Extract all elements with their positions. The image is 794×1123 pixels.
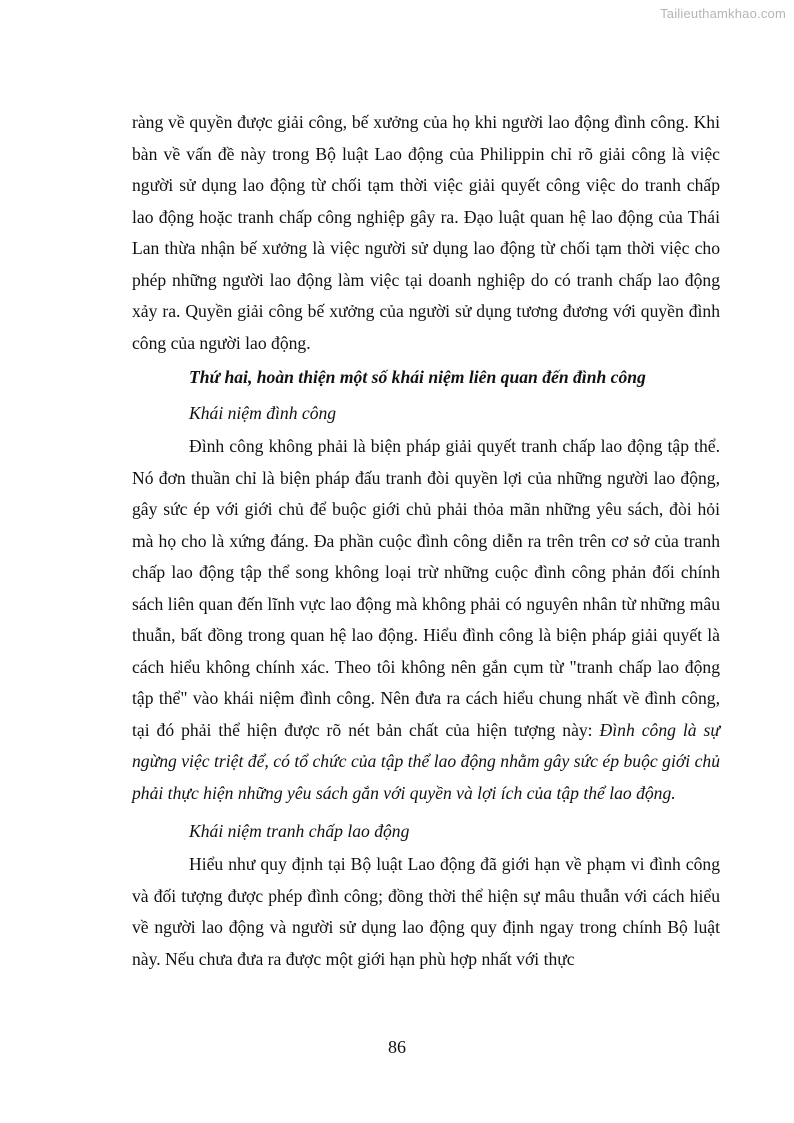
strike-definition-italic: Đình công là sự ngừng việc triệt để, có tổ chức của tập thể lao động nhằm gây sức ép buộc giới chủ phải thực hiện những yêu sách gắn với quyền và lợi ích của tập thể lao động. — [132, 719, 720, 803]
paragraph-labor-dispute: Hiểu như quy định tại Bộ luật Lao động đã giới hạn về phạm vi đình công và đối tượng được phép đình công; đồng thời thể hiện sự mâu thuẫn với cách hiểu về người lao động và người sử dụng lao động quy định ngay trong chính Bộ luật này. Nếu chưa đưa ra được một giới hạn phù hợp nhất với thực — [132, 854, 720, 969]
subheading-labor-dispute-concept: Khái niệm tranh chấp lao động — [189, 821, 410, 841]
page-number: 86 — [388, 1037, 406, 1057]
section-heading: Thứ hai, hoàn thiện một số khái niệm liên quan đến đình công — [189, 367, 646, 387]
page-body — [132, 107, 720, 975]
paragraph-strike-plain-text: Đình công không phải là biện pháp giải quyết tranh chấp lao động tập thể. Nó đơn thuần chỉ là biện pháp đấu tranh đòi quyền lợi của những người lao động, gây sức ép với giới chủ để buộc giới chủ phải thỏa mãn những yêu sách, đòi hỏi mà họ cho là xứng đáng. Đa phần cuộc đình công diễn ra trên trên cơ sở của tranh chấp lao động tập thể song không loại trừ những cuộc đình công phản đối chính sách liên quan đến lĩnh vực lao động mà không phải có nguyên nhân từ những mâu thuẫn, bất đồng trong quan hệ lao động. Hiểu đình công là biện pháp giải quyết là cách hiểu không chính xác. Theo tôi không nên gắn cụm từ "tranh chấp lao động tập thể" vào khái niệm đình công. Nên đưa ra cách hiểu chung nhất về đình công, tại đó phải thể hiện được rõ nét bản chất của hiện tượng này: — [132, 436, 720, 740]
paragraph-continuation: ràng về quyền được giải công, bế xưởng của họ khi người lao động đình công. Khi bàn về vấn đề này trong Bộ luật Lao động của Philippin chỉ rõ giải công là việc người sử dụng lao động từ chối tạm thời việc giải quyết công việc do tranh chấp lao động hoặc tranh chấp công nghiệp gây ra. Đạo luật quan hệ lao động của Thái Lan thừa nhận bế xưởng là việc người sử dụng lao động từ chối tạm thời việc cho phép những người lao động làm việc tại doanh nghiệp do có tranh chấp lao động xảy ra. Quyền giải công bế xưởng của người sử dụng tương đương với quyền đình công của người lao động. — [132, 112, 720, 353]
subheading-strike-concept: Khái niệm đình công — [189, 403, 337, 423]
watermark-text: Tailieuthamkhao.com — [660, 6, 786, 21]
paragraph-strike-definition — [132, 431, 720, 809]
